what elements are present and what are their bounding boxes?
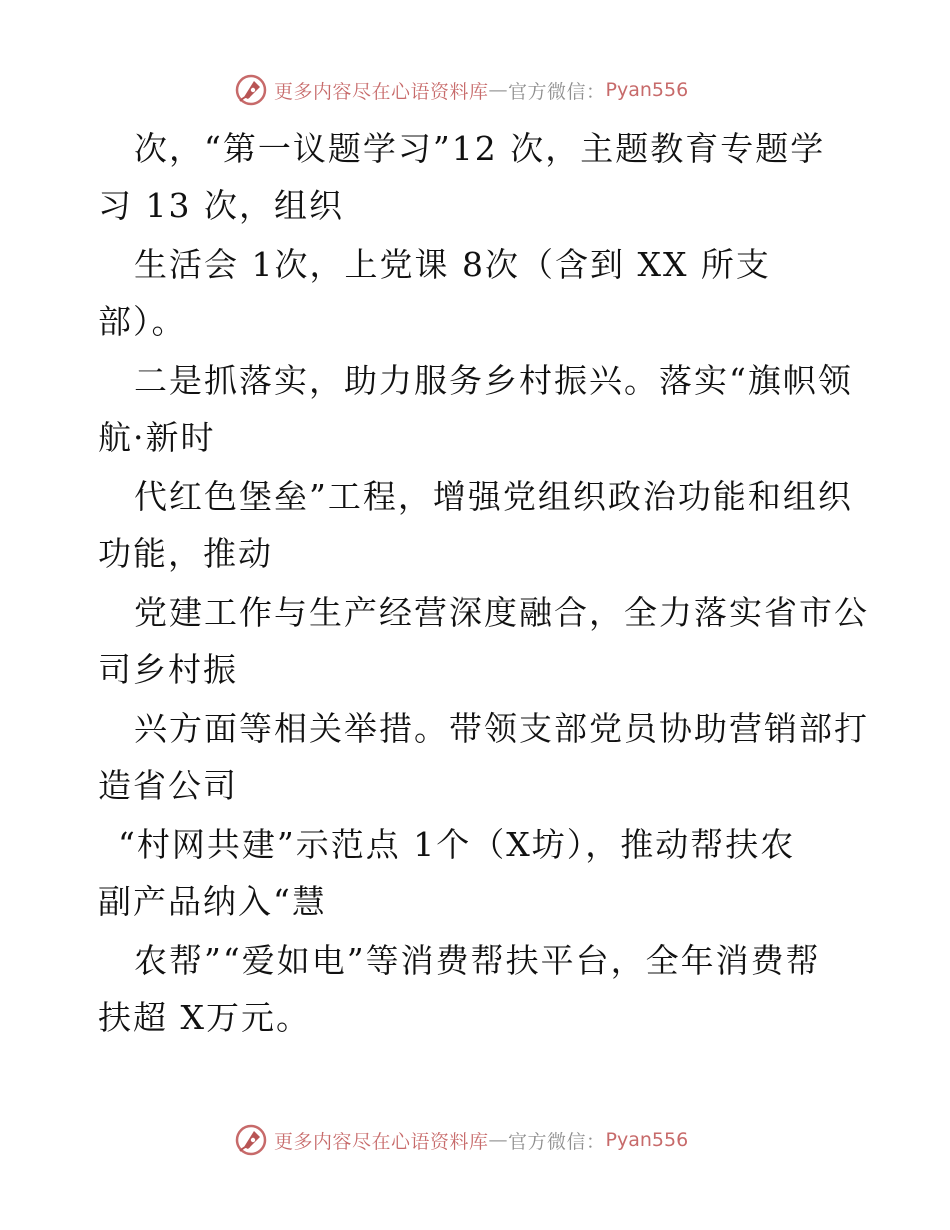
text-line: “村网共建”示范点 1个（X坊），推动帮扶农: [118, 825, 796, 864]
text-line: 农帮”“爱如电”等消费帮扶平台，全年消费帮: [134, 941, 821, 980]
watermark-official-label: 官方微信：: [508, 80, 606, 103]
text-line: 造省公司: [98, 766, 238, 805]
text-line: 航·新时: [98, 418, 216, 457]
watermark-separator: —: [488, 79, 509, 101]
text-line: 二是抓落实，助力服务乡村振兴。落实“旗帜领: [134, 361, 853, 400]
text-line: 扶超 X万元。: [98, 998, 311, 1037]
text-line: 副产品纳入“慧: [98, 882, 327, 921]
watermark-brand-text: 更多内容尽在心语资料库: [274, 80, 489, 103]
watermark-brand-text: 更多内容尽在心语资料库: [274, 1130, 489, 1153]
text-line: 兴方面等相关举措。带领支部党员协助营销部打: [134, 709, 869, 748]
text-line: 司乡村振: [98, 650, 238, 689]
text-line: 代红色堡垒”工程，增强党组织政治功能和组织: [134, 477, 853, 516]
watermark-account: Pyan556: [605, 1129, 689, 1151]
text-line: 习 13 次，组织: [98, 186, 344, 225]
footer-watermark: [234, 1122, 688, 1158]
text-line: 次，“第一议题学习”12 次，主题教育专题学: [134, 129, 826, 168]
text-line: 生活会 1次，上党课 8次（含到 XX 所支: [134, 245, 771, 284]
pen-nib-logo-icon: [234, 1123, 268, 1157]
watermark-account: Pyan556: [605, 79, 689, 101]
text-line: 功能，推动: [98, 534, 273, 573]
watermark-official-label: 官方微信：: [508, 1130, 606, 1153]
text-line: 党建工作与生产经营深度融合，全力落实省市公: [134, 593, 869, 632]
watermark-separator: —: [488, 1129, 509, 1151]
text-line: 部）。: [98, 302, 187, 341]
